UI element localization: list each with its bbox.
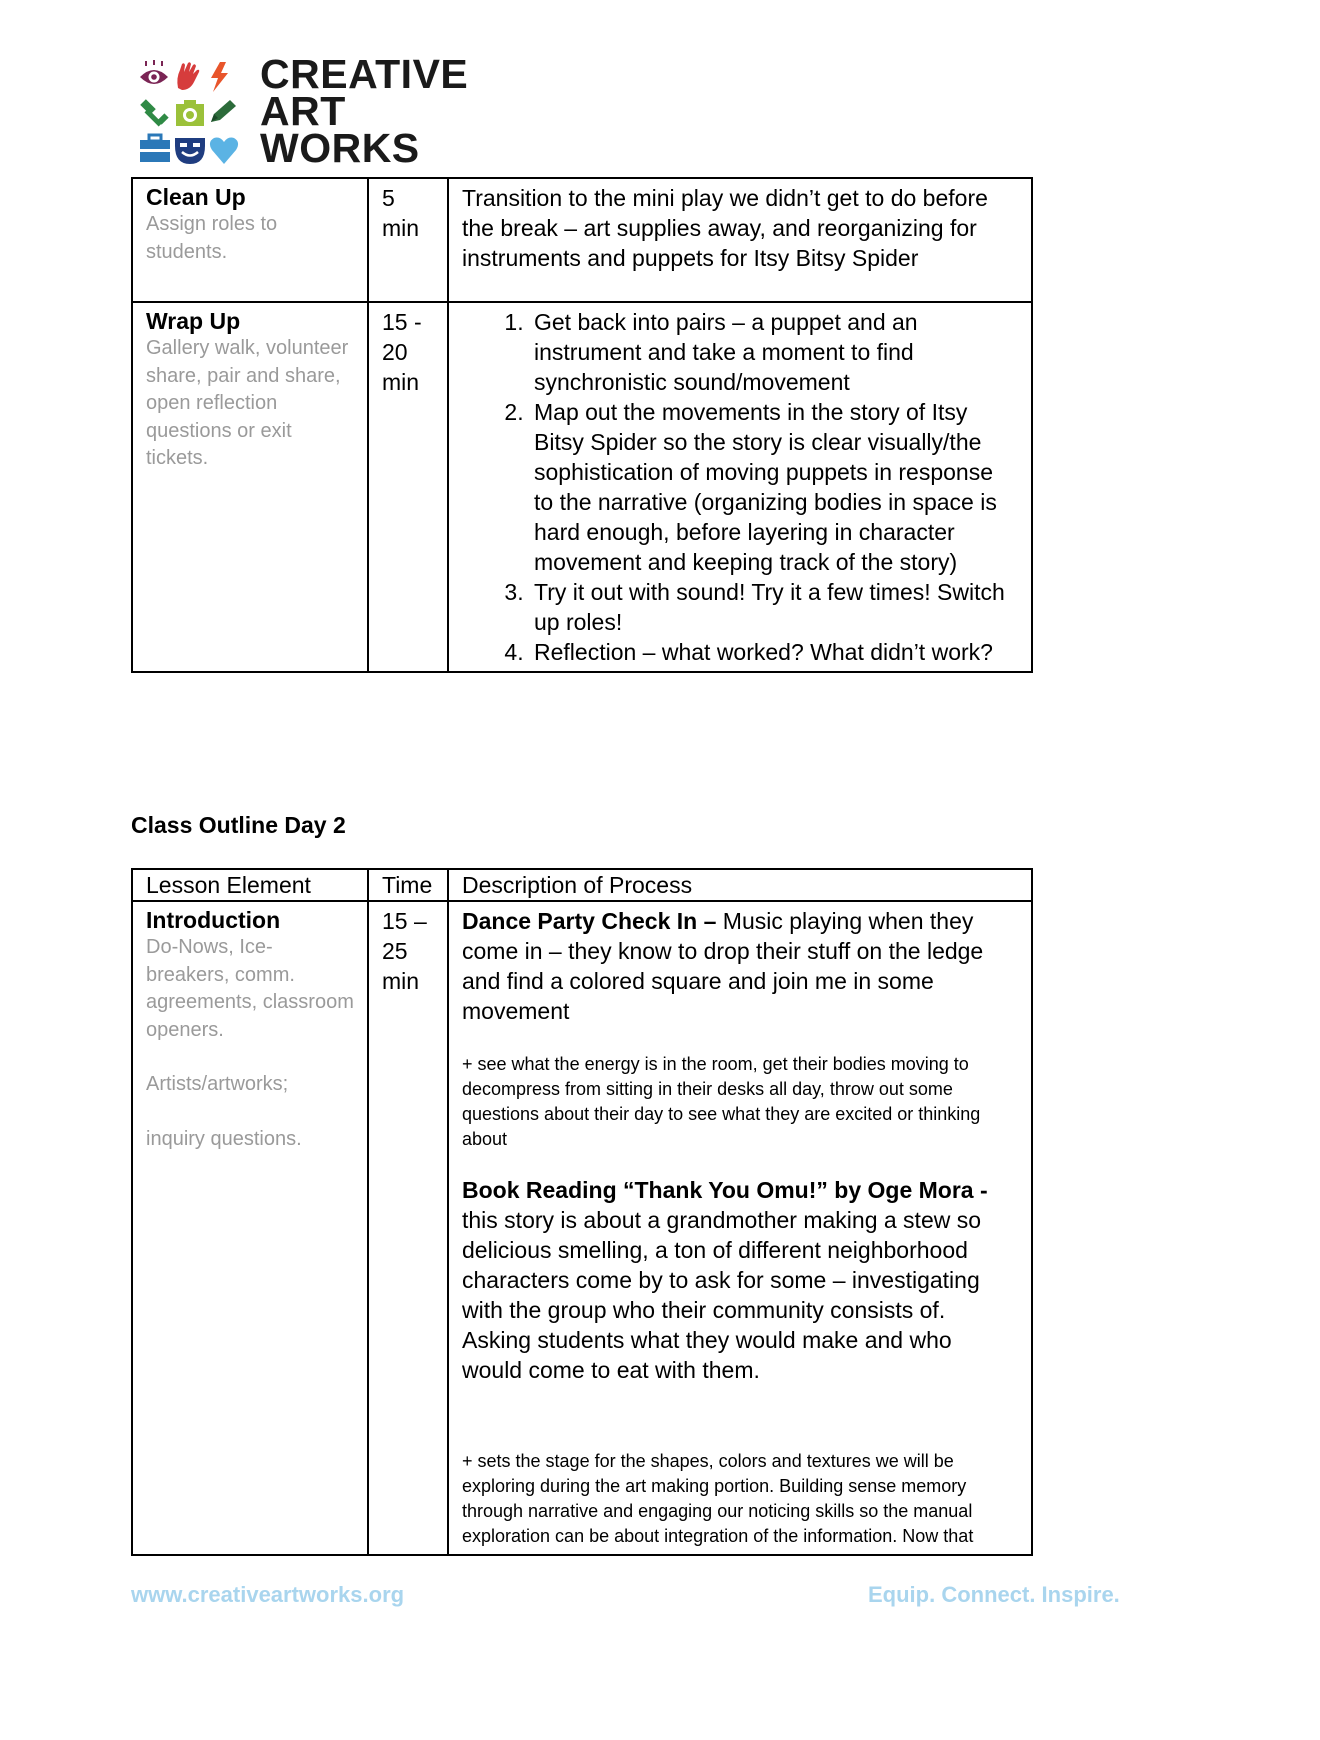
table-row — [132, 901, 1032, 1555]
lesson-element-title: Clean Up — [146, 184, 246, 210]
lesson-element-title: Wrap Up — [146, 308, 241, 334]
book-reading-heading: Book Reading “Thank You Omu!” by Oge Mora - — [462, 1177, 988, 1203]
description-cell: Transition to the mini play we didn’t get to do before the break – art supplies away, and reorganizing for instruments and puppets for Itsy Bitsy Spider — [448, 178, 1032, 302]
table-header-row — [132, 869, 1032, 901]
description-cell — [448, 901, 1032, 1555]
eye-icon — [140, 60, 168, 84]
book-reading-note: + sets the stage for the shapes, colors and textures we will be exploring during the art making portion. Building sense memory through narrative and engaging our noticing skills so the manual exploration can be about integration of the information. Now that — [462, 1451, 974, 1546]
lesson-table-day1-continued — [131, 177, 1033, 673]
hammer-icon — [140, 99, 168, 126]
time-cell: 15 - 20 min — [368, 302, 448, 672]
steps-list — [449, 307, 1018, 667]
time-cell: 15 – 25 min — [368, 901, 448, 1555]
lesson-element-inquiry: inquiry questions. — [146, 1127, 302, 1150]
list-item: 2. Map out the movements in the story of Itsy Bitsy Spider so the story is clear visually/the sophistication of moving puppets in response to the narrative (organizing bodies in space is hard enough, before layering in character movement and keeping track of the story) — [530, 397, 1018, 577]
logo-wordmark — [260, 51, 469, 171]
time-cell: 5 min — [368, 178, 448, 302]
camera-icon — [176, 100, 204, 126]
dance-party-text: Music playing when they come in – they know to drop their stuff on the ledge and find a colored square and join me in some movement — [462, 908, 984, 1024]
description-cell — [448, 302, 1032, 672]
list-item: 4. Reflection – what worked? What didn’t work? — [530, 637, 1018, 667]
lesson-element-subtitle: Do-Nows, Ice-breakers, comm. agreements, classroom openers. — [146, 936, 354, 1041]
section-heading: Class Outline Day 2 — [131, 812, 346, 838]
column-header-time: Time — [368, 869, 448, 901]
table-row — [132, 302, 1032, 672]
pencil-icon — [211, 100, 236, 122]
briefcase-icon — [140, 135, 170, 162]
lightning-icon — [211, 62, 228, 92]
dance-party-paragraph — [462, 906, 1018, 1026]
lesson-element-title: Introduction — [146, 907, 281, 933]
lesson-element-subtitle: Assign roles to students. — [146, 213, 278, 263]
logo-icon-grid — [138, 60, 250, 168]
lesson-element-cell — [132, 178, 368, 302]
list-item: 1. Get back into pairs – a puppet and an instrument and take a moment to find synchronistic sound/movement — [530, 307, 1018, 397]
lesson-table-day2 — [131, 868, 1033, 1556]
book-reading-text: this story is about a grandmother making a stew so delicious smelling, a ton of different neighborhood characters come by to ask for some – investigating with the group who their community consists of. Asking students what they would make and who would come to eat with them. — [462, 1207, 982, 1383]
lesson-element-cell — [132, 302, 368, 672]
footer-tagline: Equip. Connect. Inspire. — [868, 1582, 1120, 1607]
dance-party-note: + see what the energy is in the room, get their bodies moving to decompress from sitting in their desks all day, throw out some questions about their day to see what they are excited or thinking about — [462, 1054, 981, 1149]
logo-line-art: ART — [260, 88, 346, 134]
list-item: 3. Try it out with sound! Try it a few times! Switch up roles! — [530, 577, 1018, 637]
mask-icon — [175, 138, 205, 164]
heart-icon — [210, 138, 238, 165]
lesson-element-cell — [132, 901, 368, 1555]
book-reading-paragraph — [462, 1175, 1018, 1385]
column-header-description: Description of Process — [448, 869, 1032, 901]
dance-party-heading: Dance Party Check In – — [462, 908, 717, 934]
column-header-lesson-element: Lesson Element — [132, 869, 368, 901]
hand-icon — [177, 62, 199, 90]
logo-line-creative: CREATIVE — [260, 51, 469, 97]
lesson-element-artists: Artists/artworks; — [146, 1073, 289, 1095]
table-row — [132, 178, 1032, 302]
logo-line-works: WORKS — [260, 125, 420, 171]
lesson-element-subtitle: Gallery walk, volunteer share, pair and share, open reflection questions or exit tickets. — [146, 337, 349, 469]
footer-website-link[interactable]: www.creativeartworks.org — [131, 1582, 405, 1607]
